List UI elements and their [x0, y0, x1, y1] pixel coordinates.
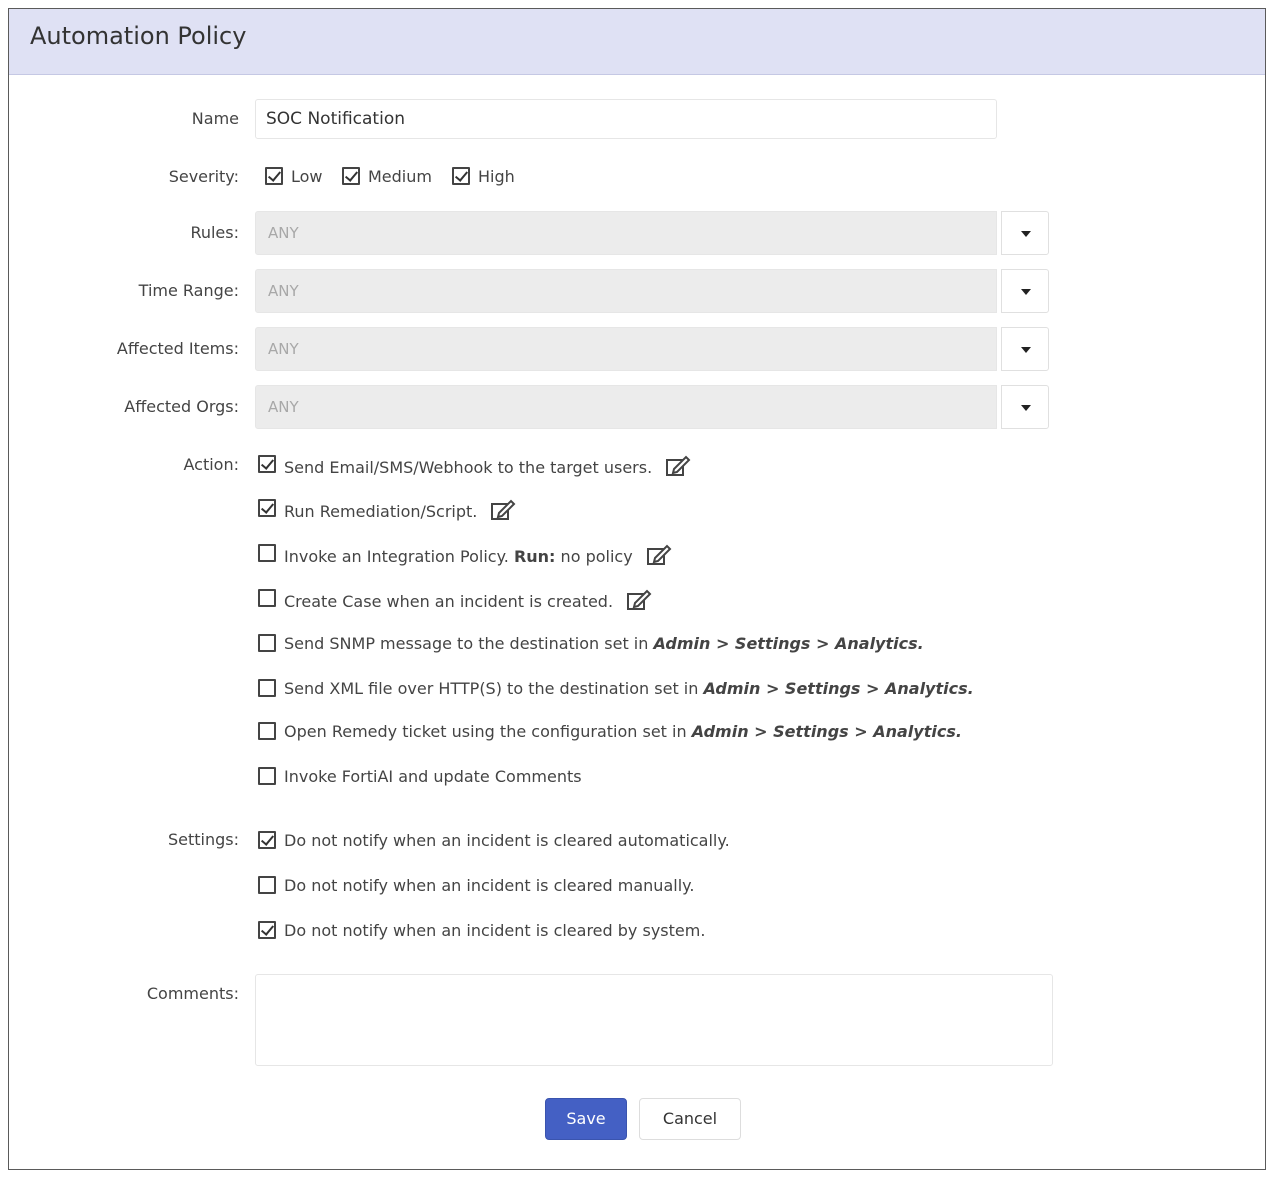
time-range-dropdown-button[interactable] — [1001, 269, 1049, 313]
severity-medium-label: Medium — [368, 167, 432, 186]
action-run-remediation-row — [284, 499, 516, 521]
caret-down-icon — [1021, 231, 1031, 237]
severity-medium-checkbox[interactable] — [342, 167, 360, 185]
edit-icon[interactable] — [626, 589, 652, 611]
caret-down-icon — [1021, 405, 1031, 411]
caret-down-icon — [1021, 347, 1031, 353]
dialog-titlebar — [9, 9, 1265, 75]
cancel-button[interactable]: Cancel — [639, 1098, 741, 1140]
setting-cleared-automatically-checkbox[interactable] — [258, 831, 276, 849]
severity-high-label: High — [478, 167, 515, 186]
caret-down-icon — [1021, 289, 1031, 295]
rules-dropdown-button[interactable] — [1001, 211, 1049, 255]
action-integration-policy-checkbox[interactable] — [258, 544, 276, 562]
action-send-snmp-checkbox[interactable] — [258, 634, 276, 652]
action-send-snmp-row — [284, 634, 924, 653]
action-remedy-ticket-text: Open Remedy ticket using the configuration set in — [284, 722, 687, 741]
setting-cleared-by-system-checkbox[interactable] — [258, 921, 276, 939]
affected-items-label: Affected Items: — [116, 339, 239, 358]
time-range-select[interactable] — [255, 269, 1049, 313]
action-integration-policy-text: Invoke an Integration Policy. — [284, 547, 509, 566]
edit-icon[interactable] — [665, 455, 691, 477]
setting-cleared-manually-text: Do not notify when an incident is cleared manually. — [284, 876, 695, 895]
action-send-xml-checkbox[interactable] — [258, 679, 276, 697]
affected-items-value: ANY — [255, 327, 997, 371]
action-remedy-ticket-path: Admin > Settings > Analytics. — [691, 722, 962, 741]
affected-orgs-label: Affected Orgs: — [124, 397, 239, 416]
action-fortiai-checkbox[interactable] — [258, 767, 276, 785]
action-send-email-row — [284, 455, 691, 477]
action-fortiai-text: Invoke FortiAI and update Comments — [284, 767, 582, 786]
edit-icon[interactable] — [646, 544, 672, 566]
time-range-value: ANY — [255, 269, 997, 313]
edit-icon[interactable] — [490, 499, 516, 521]
setting-cleared-automatically-text: Do not notify when an incident is cleared automatically. — [284, 831, 730, 850]
name-input[interactable]: SOC Notification — [255, 99, 997, 139]
action-create-case-row — [284, 589, 652, 611]
action-send-email-checkbox[interactable] — [258, 455, 276, 473]
action-label: Action: — [183, 455, 239, 474]
setting-cleared-manually-checkbox[interactable] — [258, 876, 276, 894]
action-integration-policy-row — [284, 544, 672, 566]
dialog-title: Automation Policy — [30, 22, 247, 50]
action-run-remediation-checkbox[interactable] — [258, 499, 276, 517]
affected-items-dropdown-button[interactable] — [1001, 327, 1049, 371]
affected-orgs-select[interactable] — [255, 385, 1049, 429]
action-send-xml-text: Send XML file over HTTP(S) to the destination set in — [284, 679, 699, 698]
severity-low-label: Low — [291, 167, 323, 186]
rules-value: ANY — [255, 211, 997, 255]
affected-items-select[interactable] — [255, 327, 1049, 371]
action-send-snmp-text: Send SNMP message to the destination set in — [284, 634, 649, 653]
comments-label: Comments: — [146, 984, 239, 1003]
comments-textarea[interactable] — [255, 974, 1053, 1066]
run-label: Run: — [513, 547, 556, 566]
setting-cleared-by-system-text: Do not notify when an incident is cleared by system. — [284, 921, 706, 940]
action-run-remediation-text: Run Remediation/Script. — [284, 502, 478, 521]
action-send-email-text: Send Email/SMS/Webhook to the target users. — [284, 458, 653, 477]
action-send-xml-path: Admin > Settings > Analytics. — [703, 679, 974, 698]
action-send-snmp-path: Admin > Settings > Analytics. — [653, 634, 924, 653]
action-create-case-checkbox[interactable] — [258, 589, 276, 607]
run-value[interactable]: no policy — [560, 547, 633, 566]
severity-label: Severity: — [168, 167, 239, 186]
affected-orgs-value: ANY — [255, 385, 997, 429]
severity-low-checkbox[interactable] — [265, 167, 283, 185]
action-create-case-text: Create Case when an incident is created. — [284, 592, 614, 611]
rules-select[interactable] — [255, 211, 1049, 255]
action-remedy-ticket-checkbox[interactable] — [258, 722, 276, 740]
settings-label: Settings: — [167, 830, 239, 849]
name-label: Name — [191, 109, 239, 128]
action-remedy-ticket-row — [284, 722, 962, 741]
automation-policy-dialog — [8, 8, 1266, 1170]
time-range-label: Time Range: — [138, 281, 239, 300]
action-send-xml-row — [284, 679, 974, 698]
rules-label: Rules: — [190, 223, 239, 242]
save-button[interactable]: Save — [545, 1098, 627, 1140]
affected-orgs-dropdown-button[interactable] — [1001, 385, 1049, 429]
severity-high-checkbox[interactable] — [452, 167, 470, 185]
